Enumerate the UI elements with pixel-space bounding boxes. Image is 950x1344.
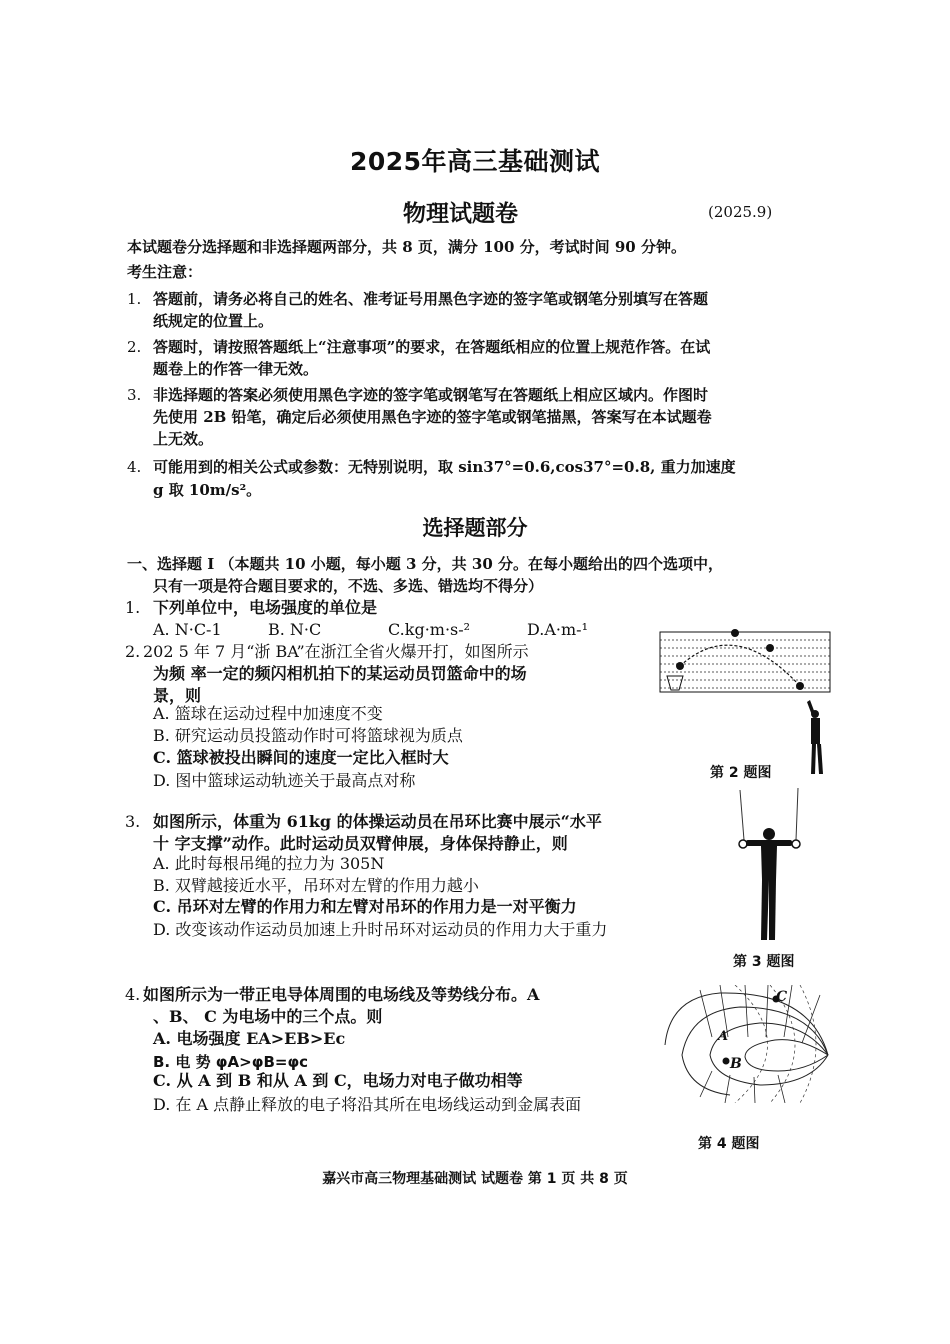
gymnast-rings-figure <box>728 788 808 946</box>
notice-line: 非选择题的答案必须使用黑色字迹的签字笔或钢笔写在答题纸上相应区域内。作图时 <box>153 386 709 404</box>
option-a: A. 篮球在运动过程中加速度不变 <box>153 704 383 723</box>
option-b: B. 研究运动员投篮动作时可将篮球视为质点 <box>153 726 463 745</box>
page-footer: 嘉兴市高三物理基础测试 试题卷 第 1 页 共 8 页 <box>322 1171 628 1187</box>
option-c: C. 吊环对左臂的作用力和左臂对吊环的作用力是一对平衡力 <box>153 897 577 916</box>
option-a: A. 此时每根吊绳的拉力为 305N <box>153 854 385 873</box>
question-stem: 202 5 年 7 月“浙 BA”在浙江全省火爆开打，如图所示 <box>143 642 529 661</box>
part-heading: 只有一项是符合题目要求的，不选、多选、错选均不得分） <box>153 577 544 595</box>
figure-caption: 第 4 题图 <box>698 1136 760 1152</box>
question-number: 2. <box>125 642 141 661</box>
question-stem: 下列单位中，电场强度的单位是 <box>153 598 378 617</box>
section-title: 选择题部分 <box>422 516 528 540</box>
figure-caption: 第 2 题图 <box>710 765 772 781</box>
basketball-strobe-figure <box>655 628 835 778</box>
notice-line: 先使用 2B 铅笔，确定后必须使用黑色字迹的签字笔或钢笔描黑，答案写在本试题卷 <box>153 408 712 426</box>
question-stem: 、B、 C 为电场中的三个点。则 <box>153 1007 383 1026</box>
exam-date: (2025.9) <box>708 203 773 221</box>
notice-line: 纸规定的位置上。 <box>153 312 274 330</box>
option-b: B. N·C <box>268 620 322 639</box>
question-number: 3. <box>125 812 141 831</box>
electric-field-figure <box>660 985 835 1103</box>
question-stem: 十 字支撑”动作。此时运动员双臂伸展，身体保持静止，则 <box>153 834 568 853</box>
notice-number: 2. <box>127 338 142 356</box>
option-b: B. 双臂越接近水平，吊环对左臂的作用力越小 <box>153 876 479 895</box>
notice-number: 4. <box>127 458 142 476</box>
question-stem: 为频 率一定的频闪相机拍下的某运动员罚篮命中的场 <box>153 664 527 683</box>
exam-summary: 本试题卷分选择题和非选择题两部分，共 8 页，满分 100 分，考试时间 90 分钟。 <box>127 238 686 256</box>
option-d: D. 在 A 点静止释放的电子将沿其所在电场线运动到金属表面 <box>153 1095 582 1114</box>
option-b: B. 电 势 φA>φB=φc <box>153 1053 309 1071</box>
figure-label-c: C <box>776 989 788 1005</box>
option-a: A. 电场强度 EA>EB>Ec <box>153 1029 346 1048</box>
notice-number: 3. <box>127 386 142 404</box>
figure-label-b: B <box>730 1056 742 1072</box>
notice-number: 1. <box>127 290 142 308</box>
notice-line: 题卷上的作答一律无效。 <box>153 360 319 378</box>
part-heading: 一、选择题 I （本题共 10 小题，每小题 3 分，共 30 分。在每小题给出的四个选项中， <box>127 555 723 573</box>
question-number: 4. <box>125 985 141 1004</box>
option-c: C. 从 A 到 B 和从 A 到 C，电场力对电子做功相等 <box>153 1071 523 1090</box>
question-stem: 景，则 <box>153 686 202 705</box>
question-stem: 如图所示，体重为 61kg 的体操运动员在吊环比赛中展示“水平 <box>153 812 602 831</box>
notice-line: 答题时，请按照答题纸上“注意事项”的要求，在答题纸相应的位置上规范作答。在试 <box>153 338 711 356</box>
question-number: 1. <box>125 598 141 617</box>
option-c: C. 篮球被投出瞬间的速度一定比入框时大 <box>153 748 449 767</box>
option-d: D. 改变该动作运动员加速上升时吊环对运动员的作用力大于重力 <box>153 920 608 939</box>
option-a: A. N·C-1 <box>153 620 222 639</box>
figure-label-a: A <box>718 1029 729 1044</box>
page-subtitle: 物理试题卷 <box>403 201 518 227</box>
notice-line: 上无效。 <box>153 430 214 448</box>
notice-line: g 取 10m/s²。 <box>153 481 262 499</box>
option-d: D.A·m-¹ <box>527 620 588 639</box>
option-c: C.kg·m·s-² <box>388 620 471 639</box>
question-stem: 如图所示为一带正电导体周围的电场线及等势线分布。A <box>143 985 540 1004</box>
page-title: 2025年高三基础测试 <box>349 147 601 176</box>
notice-line: 答题前，请务必将自己的姓名、准考证号用黑色字迹的签字笔或钢笔分别填写在答题 <box>153 290 709 308</box>
notice-heading: 考生注意： <box>127 263 203 281</box>
option-d: D. 图中篮球运动轨迹关于最高点对称 <box>153 771 416 790</box>
figure-caption: 第 3 题图 <box>733 954 795 970</box>
notice-line: 可能用到的相关公式或参数：无特别说明，取 sin37°=0.6,cos37°=0.8, 重力加速度 <box>153 458 736 476</box>
